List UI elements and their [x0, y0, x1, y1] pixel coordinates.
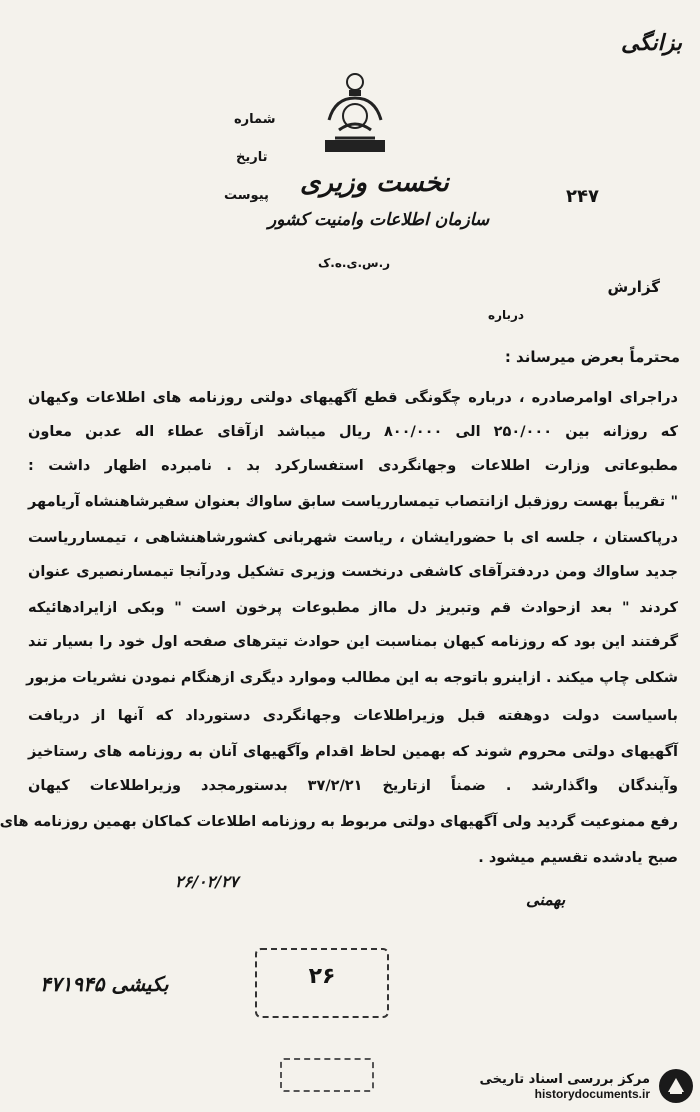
archive-logo-icon: [658, 1068, 694, 1104]
stamp-underline: [280, 1058, 374, 1092]
body-line: دراجرای اوامرصادره ، درباره چگونگی قطع آگهیهای دولتی روزنامه های اطلاعات وکیهان: [28, 390, 678, 406]
reference-digits: ۴۷۱۹۴۵: [40, 972, 105, 996]
body-line: باسیاست دولت دوهفته قبل وزیراطلاعات وجهانگردی دستورداد که آنها از دریافت: [28, 708, 678, 724]
classification-note: بزانگی: [621, 30, 682, 56]
reference-suffix: بکیشی: [111, 972, 169, 996]
body-line: مطبوعاتی وزارت اطلاعات وجهانگردی استفسارکرد بد . نامبرده اظهار داشت :: [28, 458, 678, 474]
greeting-line: محترماً بعرض میرساند :: [504, 348, 680, 366]
watermark-url: historydocuments.ir: [534, 1086, 650, 1101]
watermark-title: مرکز بررسی اسناد تاریخی: [479, 1071, 650, 1087]
body-line-last: صبح یادشده تقسیم میشود .: [478, 850, 678, 866]
field-attachment-label: پیوست: [224, 188, 269, 203]
reference-number: [40, 972, 169, 996]
stamp-number: ۲۶: [308, 964, 336, 989]
signature-initials: بهمنی: [526, 890, 566, 909]
body-line: رفع ممنوعیت گردید ولی آگهیهای دولتی مربوط به روزنامه اطلاعات کماکان بهمین روزنامه های: [0, 814, 678, 830]
body-line: کردند " بعد ازحوادث قم وتبریز دل مااز مطبوعات پرخون است " وبکی ازايرادهائيكه: [28, 600, 678, 616]
body-line: شکلی چاپ میکند . ازاینرو باتوجه به این مطالب وموارد دیگری ازهنگام نمودن نشریات مزبور: [26, 670, 678, 686]
body-line: گرفتند این بود که روزنامه کیهان بمناسبت این حوادث تیترهای صفحه اول خود را بسیار تند: [28, 634, 678, 650]
body-line: " تقریباً بهست روزقبل ازانتصاب تیمساررياست سابق ساواك بعنوان سفيرشاهنشاه آريامهر: [28, 494, 678, 510]
field-date-label: تاریخ: [236, 150, 268, 165]
body-line: وآیندگان واگذارشد . ضمناً ازتاریخ ۳۷/۲/۲۱ بدستورمجدد وزیراطلاعات کیهان: [28, 778, 679, 794]
handwritten-date: ۲۶/۰۲/۲۷: [175, 872, 239, 891]
watermark: [420, 1064, 694, 1108]
body-line: جدید ساواك ومن دردفترآقای کاشفی درنخست وزیری تشکیل ودرآنجا تیمسارنصیری عنوان: [28, 564, 678, 580]
about-label: درباره: [488, 308, 525, 322]
organization-code: ر.س.ی.ه.ک: [318, 256, 391, 270]
lion-and-sun-emblem: [315, 60, 395, 160]
archive-stamp: [255, 948, 389, 1018]
organization-title: سازمان اطلاعات وامنیت کشور: [268, 210, 490, 230]
document-number: ۲۴۷: [566, 186, 599, 207]
body-line: آگهیهای دولتی محروم شوند که بهمین لحاظ اقدام وآگهیهای آنان به روزنامه های رستاخیز: [28, 744, 678, 760]
field-number-label: شماره: [234, 112, 276, 127]
report-label: گزارش: [607, 278, 660, 296]
office-title: نخست وزیری: [300, 168, 449, 198]
body-line: درپاکستان ، جلسه ای با حضورایشان ، ریاست شهربانی کشورشاهنشاهی ، تیمسارریاست: [28, 530, 678, 546]
body-line: که روزانه بین ۲۵۰/۰۰۰ الی ۸۰۰/۰۰۰ ریال میباشد ازآقای عطاء اله عدبن معاون: [28, 424, 678, 440]
